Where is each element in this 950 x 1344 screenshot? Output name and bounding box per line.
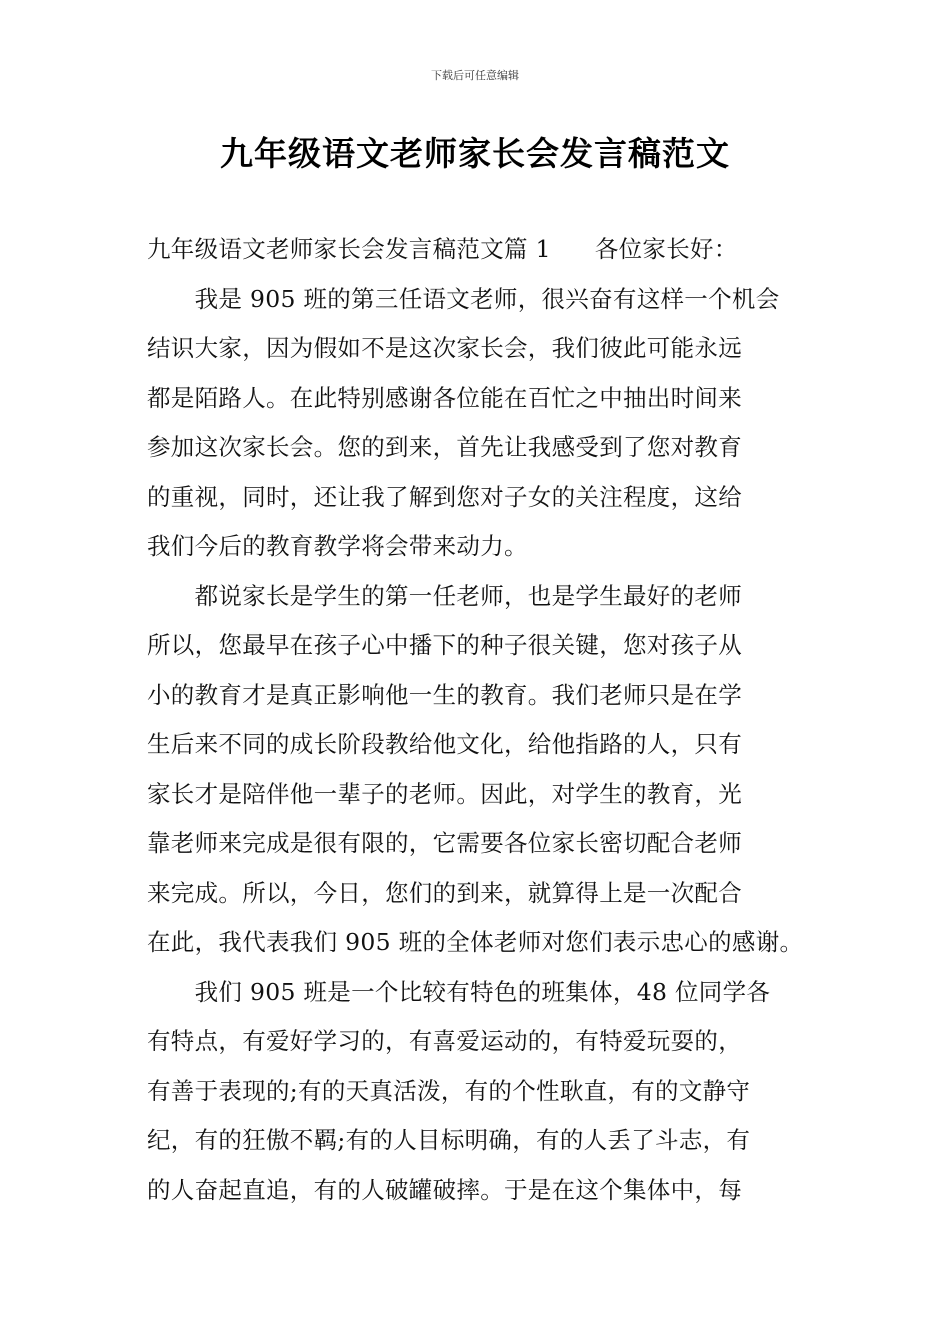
body-line: 在此，我代表我们 905 班的全体老师对您们表示忠心的感谢。	[147, 928, 804, 956]
body-line: 有善于表现的;有的天真活泼，有的个性耿直，有的文静守	[147, 1076, 751, 1105]
body-line: 的重视，同时，还让我了解到您对子女的关注程度，这给	[147, 482, 742, 511]
body-line: 的人奋起直追，有的人破罐破摔。于是在这个集体中，每	[147, 1175, 742, 1204]
body-line: 家长才是陪伴他一辈子的老师。因此，对学生的教育，光	[147, 779, 742, 808]
heading-line	[147, 225, 812, 275]
section-heading: 九年级语文老师家长会发言稿范文篇 1	[147, 235, 551, 263]
body-line: 我们今后的教育教学将会带来动力。	[147, 532, 528, 560]
page-header-note: 下载后可任意编辑	[431, 69, 519, 82]
document-title: 九年级语文老师家长会发言稿范文	[220, 134, 730, 173]
body-line: 我是 905 班的第三任语文老师，很兴奋有这样一个机会	[147, 284, 780, 313]
document-body	[147, 225, 812, 1215]
body-line: 来完成。所以，今日，您们的到来，就算得上是一次配合	[147, 878, 742, 907]
body-line: 参加这次家长会。您的到来，首先让我感受到了您对教育	[147, 433, 742, 461]
greeting: 各位家长好：	[594, 235, 738, 263]
body-line: 我们 905 班是一个比较有特色的班集体，48 位同学各	[147, 977, 771, 1006]
body-line: 靠老师来完成是很有限的，它需要各位家长密切配合老师	[147, 829, 742, 857]
body-line: 结识大家，因为假如不是这次家长会，我们彼此可能永远	[147, 334, 742, 362]
body-line: 都说家长是学生的第一任老师，也是学生最好的老师	[147, 581, 742, 610]
body-line: 生后来不同的成长阶段教给他文化，给他指路的人，只有	[147, 730, 742, 758]
body-line: 所以，您最早在孩子心中播下的种子很关键，您对孩子从	[147, 631, 742, 659]
body-line: 有特点，有爱好学习的，有喜爱运动的，有特爱玩耍的，	[147, 1027, 742, 1055]
body-line: 都是陌路人。在此特别感谢各位能在百忙之中抽出时间来	[147, 383, 742, 412]
body-line: 纪，有的狂傲不羁;有的人目标明确，有的人丢了斗志，有	[147, 1126, 751, 1154]
body-line: 小的教育才是真正影响他一生的教育。我们老师只是在学	[147, 680, 742, 709]
